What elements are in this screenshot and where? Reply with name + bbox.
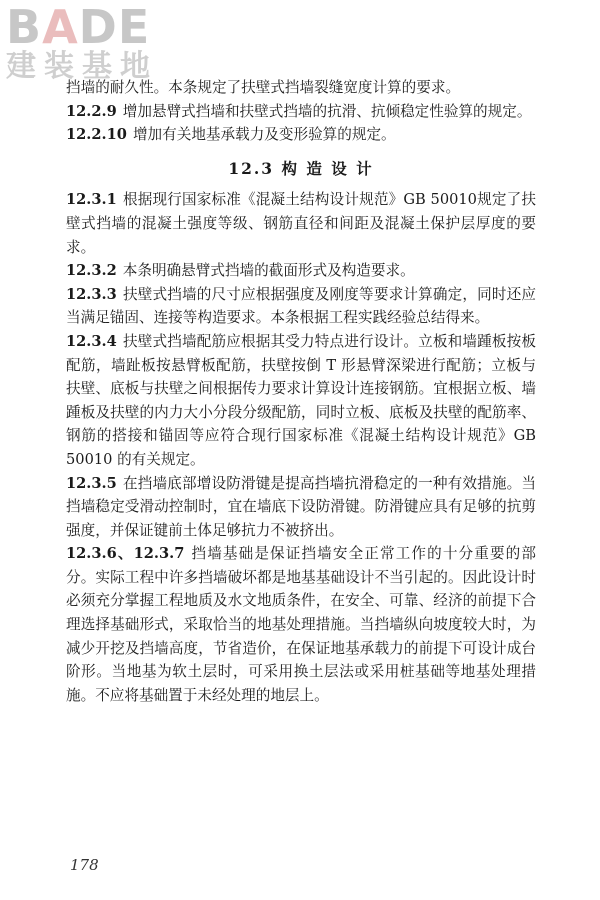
- clause-12-3-3: [66, 283, 536, 330]
- clause-number: 12.2.10: [66, 126, 127, 144]
- page-number: 178: [70, 856, 99, 874]
- logo-brand: [6, 0, 186, 54]
- paragraph-continued: [66, 76, 536, 100]
- page-content: [66, 76, 536, 707]
- clause-text: 增加有关地基承载力及变形验算的规定。: [132, 126, 396, 144]
- clause-12-3-5: [66, 472, 536, 543]
- clause-number: 12.3.4: [66, 332, 117, 350]
- clause-12-2-10: [66, 123, 536, 147]
- clause-12-3-1: [66, 188, 536, 259]
- clause-text: 扶壁式挡墙配筋应根据其受力特点进行设计。立板和墙踵板按板配筋，墙趾板按悬臂板配筋，扶壁按倒 T 形悬臂深梁进行配筋；立板与扶壁、底板与扶壁之间根据传力要求计算设计连接钢筋。宜根据立板、墙踵板及扶壁的内力大小分段分级配筋，同时立板、底板及扶壁的配筋率、钢筋的搭接和锚固等应符合现行国家标准《混凝土结构设计规范》GB 50010 的有关规定。: [66, 332, 536, 468]
- clause-text: 根据现行国家标准《混凝土结构设计规范》GB 50010规定了扶壁式挡墙的混凝土强度等级、钢筋直径和间距及混凝土保护层厚度的要求。: [66, 191, 536, 256]
- clause-number: 12.3.6、12.3.7: [66, 545, 185, 563]
- clause-number: 12.3.1: [66, 191, 117, 209]
- clause-12-3-6-7: [66, 542, 536, 707]
- clause-text: 在挡墙底部增设防滑键是提高挡墙抗滑稳定的一种有效措施。当挡墙稳定受滑动控制时，宜在墙底下设防滑键。防滑键应具有足够的抗剪强度，并保证键前土体足够抗力不被挤出。: [66, 474, 536, 539]
- clause-number: 12.2.9: [66, 102, 117, 120]
- clause-number: 12.3.5: [66, 474, 117, 492]
- clause-12-3-2: [66, 259, 536, 283]
- section-heading: 12.3 构 造 设 计: [228, 158, 374, 178]
- clause-text: 本条明确悬臂式挡墙的截面形式及构造要求。: [122, 262, 415, 280]
- clause-number: 12.3.3: [66, 285, 117, 303]
- clause-12-3-4: [66, 330, 536, 472]
- clause-text: 扶壁式挡墙的尺寸应根据强度及刚度等要求计算确定，同时还应当满足锚固、连接等构造要求。本条根据工程实践经验总结得来。: [66, 285, 536, 327]
- clause-number: 12.3.2: [66, 262, 117, 280]
- clause-12-2-9: [66, 100, 536, 124]
- logo-brand-b: B: [6, 0, 43, 54]
- logo-subtitle: 建装基地: [6, 49, 158, 84]
- clause-text: 挡墙基础是保证挡墙安全正常工作的十分重要的部分。实际工程中许多挡墙破坏都是地基基础设计不当引起的。因此设计时必须充分掌握工程地质及水文地质条件，在安全、可靠、经济的前提下合理选择基础形式，采取恰当的地基处理措施。当挡墙纵向坡度较大时，为减少开挖及挡墙高度，节省造价，在保证地基承载力的前提下可设计成台阶形。当地基为软土层时，可采用换土层法或采用桩基础等地基处理措施。不应将基础置于未经处理的地层上。: [66, 545, 536, 704]
- logo-brand-a: A: [42, 0, 79, 54]
- clause-text: 增加悬臂式挡墙和扶壁式挡墙的抗滑、抗倾稳定性验算的规定。: [122, 102, 532, 120]
- paragraph-text: 挡墙的耐久性。本条规定了扶壁式挡墙裂缝宽度计算的要求。: [66, 79, 461, 96]
- logo-brand-de: DE: [78, 0, 151, 54]
